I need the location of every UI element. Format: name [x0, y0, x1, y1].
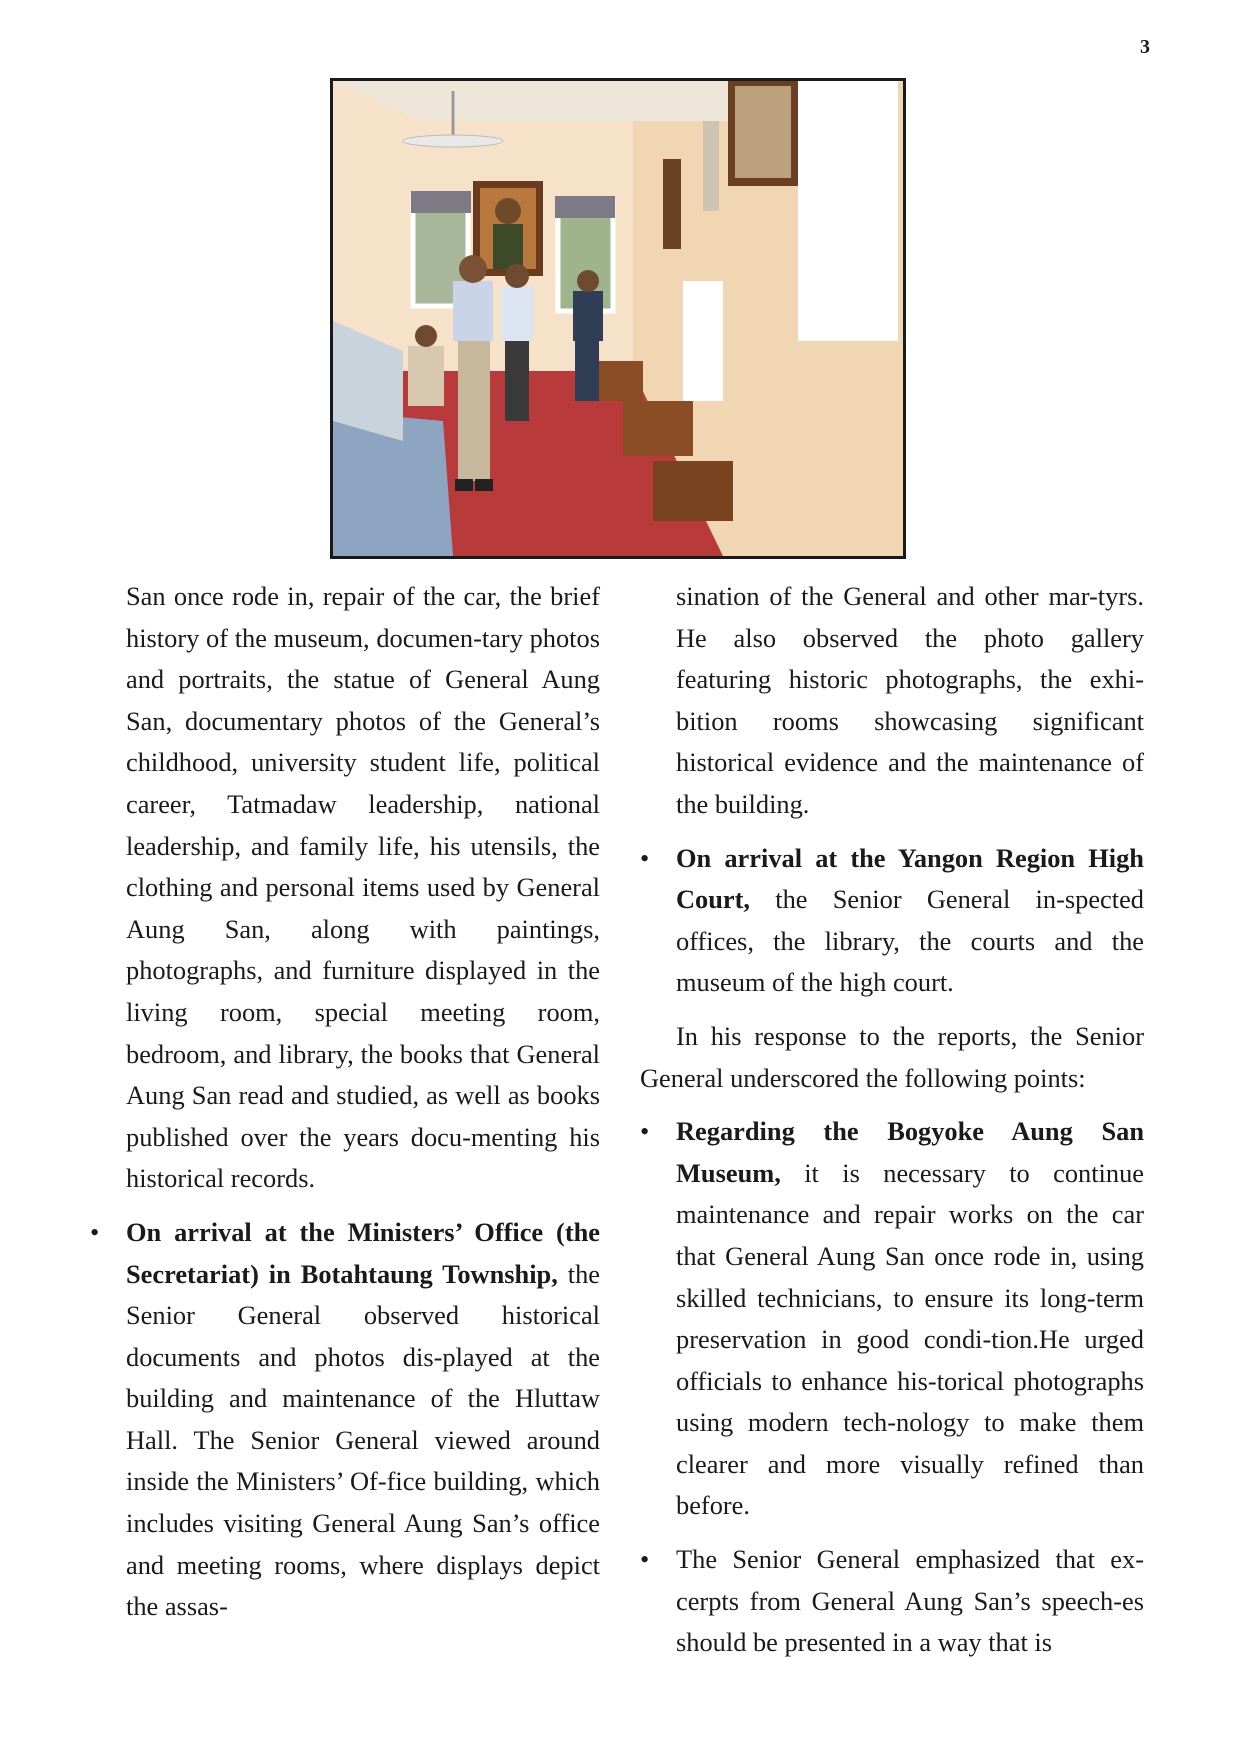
- bullet-high-court-heading: On arrival at the Yangon Region High Court,: [676, 842, 1144, 915]
- left-column: [126, 576, 600, 1628]
- bullet-speeches: • The Senior General emphasized that ex-cerpts from General Aung San’s speech-es should be presented in a way that is: [640, 1539, 1144, 1664]
- bullet-museum: [640, 1111, 1144, 1527]
- bullet-ministers-office: [90, 1212, 600, 1628]
- museum-visit-photo: [330, 78, 906, 559]
- left-continued-paragraph: San once rode in, repair of the car, the brief history of the museum, documen-tary photos and portraits, the statue of General Aung San, documentary photos of the General’s childhood, university student life, political career, Tatmadaw leadership, national leadership, and family life, his utensils, the clothing and personal items used by General Aung San, along with paintings, photographs, and furniture displayed in the living room, special meeting room, bedroom, and library, the books that General Aung San read and studied, as well as books published over the years docu-menting his historical records.: [126, 581, 600, 1194]
- right-continued-paragraph: sination of the General and other mar-tyrs. He also observed the photo gallery featuring historic photographs, the exhi-bition rooms showcasing significant historical evidence and the maintenance of the building.: [676, 581, 1144, 819]
- bullet-museum-heading: Regarding the Bogyoke Aung San Museum,: [676, 1116, 1144, 1188]
- page-number: 3: [1140, 36, 1150, 58]
- right-column: [640, 576, 1144, 1664]
- bullet-high-court-text: the Senior General in-spected offices, the library, the courts and the museum of the high court.: [676, 884, 1144, 998]
- bullet-ministers-office-heading: On arrival at the Ministers’ Office (the Secretariat) in Botahtaung Township,: [126, 1216, 600, 1289]
- bullet-high-court: [640, 838, 1144, 1004]
- bullet-museum-text: it is necessary to continue maintenance and repair works on the car that General Aung San once rode in, using skilled technicians, to ensure its long-term preservation in good condi-tion.He urged officials to enhance his-torical photographs using modern tech-nology to make them clearer and more visually refined than before.: [676, 1157, 1144, 1521]
- museum-room-illustration: [333, 81, 903, 556]
- response-paragraph: In his response to the reports, the Senior General underscored the following points:: [640, 1020, 1144, 1093]
- bullet-ministers-office-text: the Senior General observed historical documents and photos dis-played at the building and maintenance of the Hluttaw Hall. The Senior General viewed around inside the Ministers’ Of-fice building, which includes visiting General Aung San’s office and meeting rooms, where displays depict the assas-: [126, 1258, 600, 1622]
